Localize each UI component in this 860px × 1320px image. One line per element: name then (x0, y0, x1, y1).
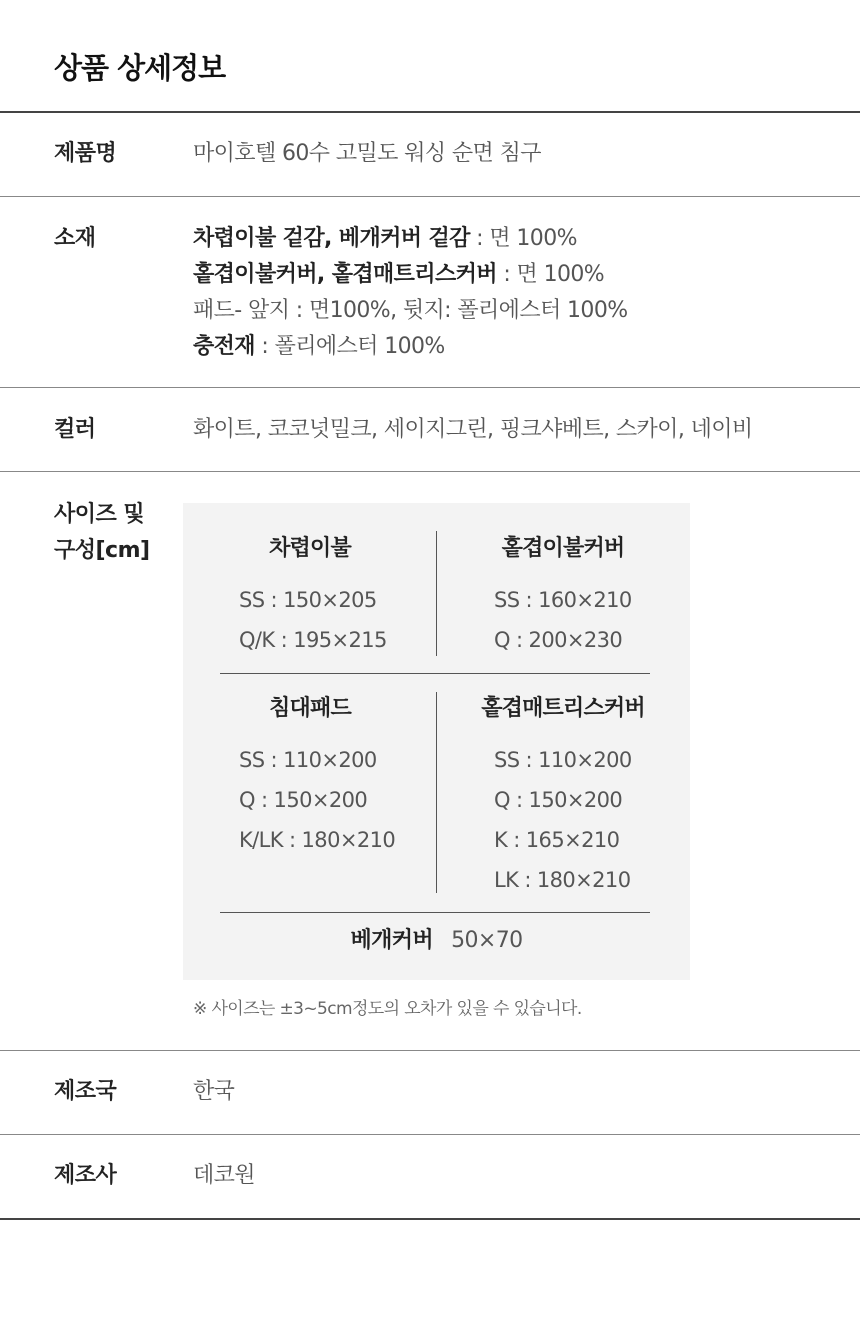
size-cell-list (239, 740, 395, 860)
size-item: Q/K : 195×215 (239, 628, 387, 652)
material-part-spec: 패드- 앞지 : 면100%, 뒷지: 폴리에스터 100% (193, 298, 628, 323)
row-divider (220, 912, 650, 913)
material-line (193, 221, 628, 257)
size-item: LK : 180×210 (494, 868, 631, 892)
country-label: 제조국 (54, 1079, 117, 1104)
column-divider (436, 692, 437, 893)
divider (0, 471, 860, 472)
size-item: K/LK : 180×210 (239, 828, 396, 852)
material-part-spec: : 면 100% (469, 226, 577, 251)
material-part-name: 차렵이불 겉감, 베개커버 겉감 (193, 226, 470, 251)
size-item: Q : 200×230 (494, 628, 623, 652)
size-cell-list (494, 740, 632, 900)
divider (0, 111, 860, 113)
divider (0, 387, 860, 388)
divider (0, 196, 860, 197)
column-divider (436, 531, 437, 656)
divider (0, 1134, 860, 1135)
size-item: SS : 150×205 (239, 588, 377, 612)
product-name-label: 제품명 (54, 141, 117, 166)
size-label-line: 사이즈 및 (54, 502, 145, 527)
material-part-name: 홑겹이불커버, 홑겹매트리스커버 (193, 262, 497, 287)
material-label: 소재 (54, 226, 96, 251)
material-part-spec: : 면 100% (496, 262, 605, 287)
color-label: 컬러 (54, 417, 96, 442)
row-divider (220, 673, 650, 674)
material-line (193, 329, 628, 365)
size-item: SS : 110×200 (494, 748, 632, 772)
size-item: SS : 110×200 (239, 748, 377, 772)
material-line (193, 257, 628, 293)
pillow-cover-label: 베개커버 (350, 928, 434, 953)
material-part-name: 충전재 (193, 334, 255, 359)
size-table (183, 503, 690, 980)
size-cell-title: 침대패드 (269, 696, 351, 721)
color-value: 화이트, 코코넛밀크, 세이지그린, 핑크샤베트, 스카이, 네이비 (193, 417, 753, 442)
pillow-cover-row (183, 923, 690, 959)
maker-value: 데코원 (193, 1163, 255, 1188)
material-value (193, 221, 628, 365)
size-item: Q : 150×200 (494, 788, 623, 812)
divider (0, 1218, 860, 1220)
divider (0, 1050, 860, 1051)
size-item: Q : 150×200 (239, 788, 368, 812)
material-part-spec: : 폴리에스터 100% (254, 334, 445, 359)
size-item: K : 165×210 (494, 828, 620, 852)
size-item: SS : 160×210 (494, 588, 632, 612)
size-cell-list (239, 580, 387, 660)
product-name-value: 마이호텔 60수 고밀도 워싱 순면 침구 (193, 141, 541, 166)
country-value: 한국 (193, 1079, 235, 1104)
maker-label: 제조사 (54, 1163, 117, 1188)
material-line (193, 293, 628, 329)
size-cell-title: 홑겹이불커버 (501, 536, 625, 561)
pillow-cover-size: 50×70 (451, 928, 523, 953)
size-cell-title: 차렵이불 (269, 536, 351, 561)
size-cell-title: 홑겹매트리스커버 (481, 696, 645, 721)
size-label (54, 497, 150, 569)
size-tolerance-note: ※ 사이즈는 ±3~5cm정도의 오차가 있을 수 있습니다. (193, 999, 582, 1019)
page-title: 상품 상세정보 (54, 51, 226, 85)
size-label-line: 구성[cm] (54, 538, 150, 563)
size-cell-list (494, 580, 632, 660)
